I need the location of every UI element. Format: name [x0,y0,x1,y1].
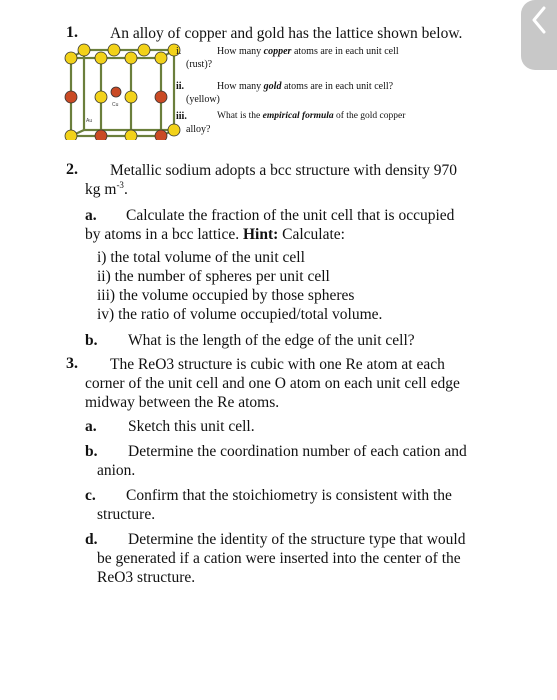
question-2-number: 2. [66,161,78,178]
back-button[interactable] [521,0,557,70]
q1-sub-iii-note: alloy? [186,124,211,135]
question-1-title: An alloy of copper and gold has the lattice shown below. [110,25,463,42]
q3-c-label: c. [85,487,96,504]
q1-sub-ii-label: ii. [176,81,185,92]
question-2-line1: Metallic sodium adopts a bcc structure with density 970 [110,162,457,179]
q2-list-item: iv) the ratio of volume occupied/total volume. [97,306,383,323]
question-2-unit: kg $m^{-3}$. [85,179,128,198]
q2-list-item: ii) the number of spheres per unit cell [97,268,330,285]
q3-d-line1: Determine the identity of the structure type that would [128,531,466,548]
alloy-lattice-figure [64,40,184,140]
q1-sub-iii-label: iii. [176,111,187,122]
q3-c-line1: Confirm that the stoichiometry is consistent with the [126,487,452,504]
q3-b-line2: anion. [97,462,136,479]
q2-b-label: b. [85,332,98,349]
chevron-left-icon [531,6,547,34]
q2-a-line2: by atoms in a bcc lattice. Hint: Calculate: [85,226,345,243]
q1-sub-i-note: (rust)? [186,59,213,70]
question-3-line3: midway between the Re atoms. [85,394,280,411]
q1-sub-iii-text: What is the empirical formula of the gold copper [217,111,406,121]
q2-list-item: i) the total volume of the unit cell [97,249,305,266]
q1-sub-ii-note: (yellow) [186,94,220,105]
q2-b-text: What is the length of the edge of the unit cell? [128,332,415,349]
q3-d-line2: be generated if a cation were inserted into the center of the [97,550,461,567]
q1-sub-ii-text: How many gold atoms are in each unit cell? [217,81,394,92]
lattice-label-cu: Cu [112,102,119,108]
q3-b-label: b. [85,443,98,460]
question-3-line2: corner of the unit cell and one O atom on each unit cell edge [85,375,460,392]
q3-a-label: a. [85,418,97,435]
q3-d-line3: ReO3 structure. [97,569,196,586]
q3-b-line1: Determine the coordination number of each cation and [128,443,467,460]
q2-list-item: iii) the volume occupied by those spheres [97,287,355,304]
q1-sub-i-text: How many copper atoms are in each unit cell [217,46,399,57]
question-3-line1: The ReO3 structure is cubic with one Re atom at each [110,356,445,373]
q3-d-label: d. [85,531,98,548]
q2-a-label: a. [85,207,97,224]
q3-c-line2: structure. [97,506,156,523]
q2-a-line1: Calculate the fraction of the unit cell that is occupied [126,207,455,224]
question-3-number: 3. [66,355,78,372]
lattice-label-au: Au [86,118,93,124]
q3-a-text: Sketch this unit cell. [128,418,255,435]
question-1-number: 1. [66,24,78,41]
q1-sub-i-label: i. [176,46,182,57]
